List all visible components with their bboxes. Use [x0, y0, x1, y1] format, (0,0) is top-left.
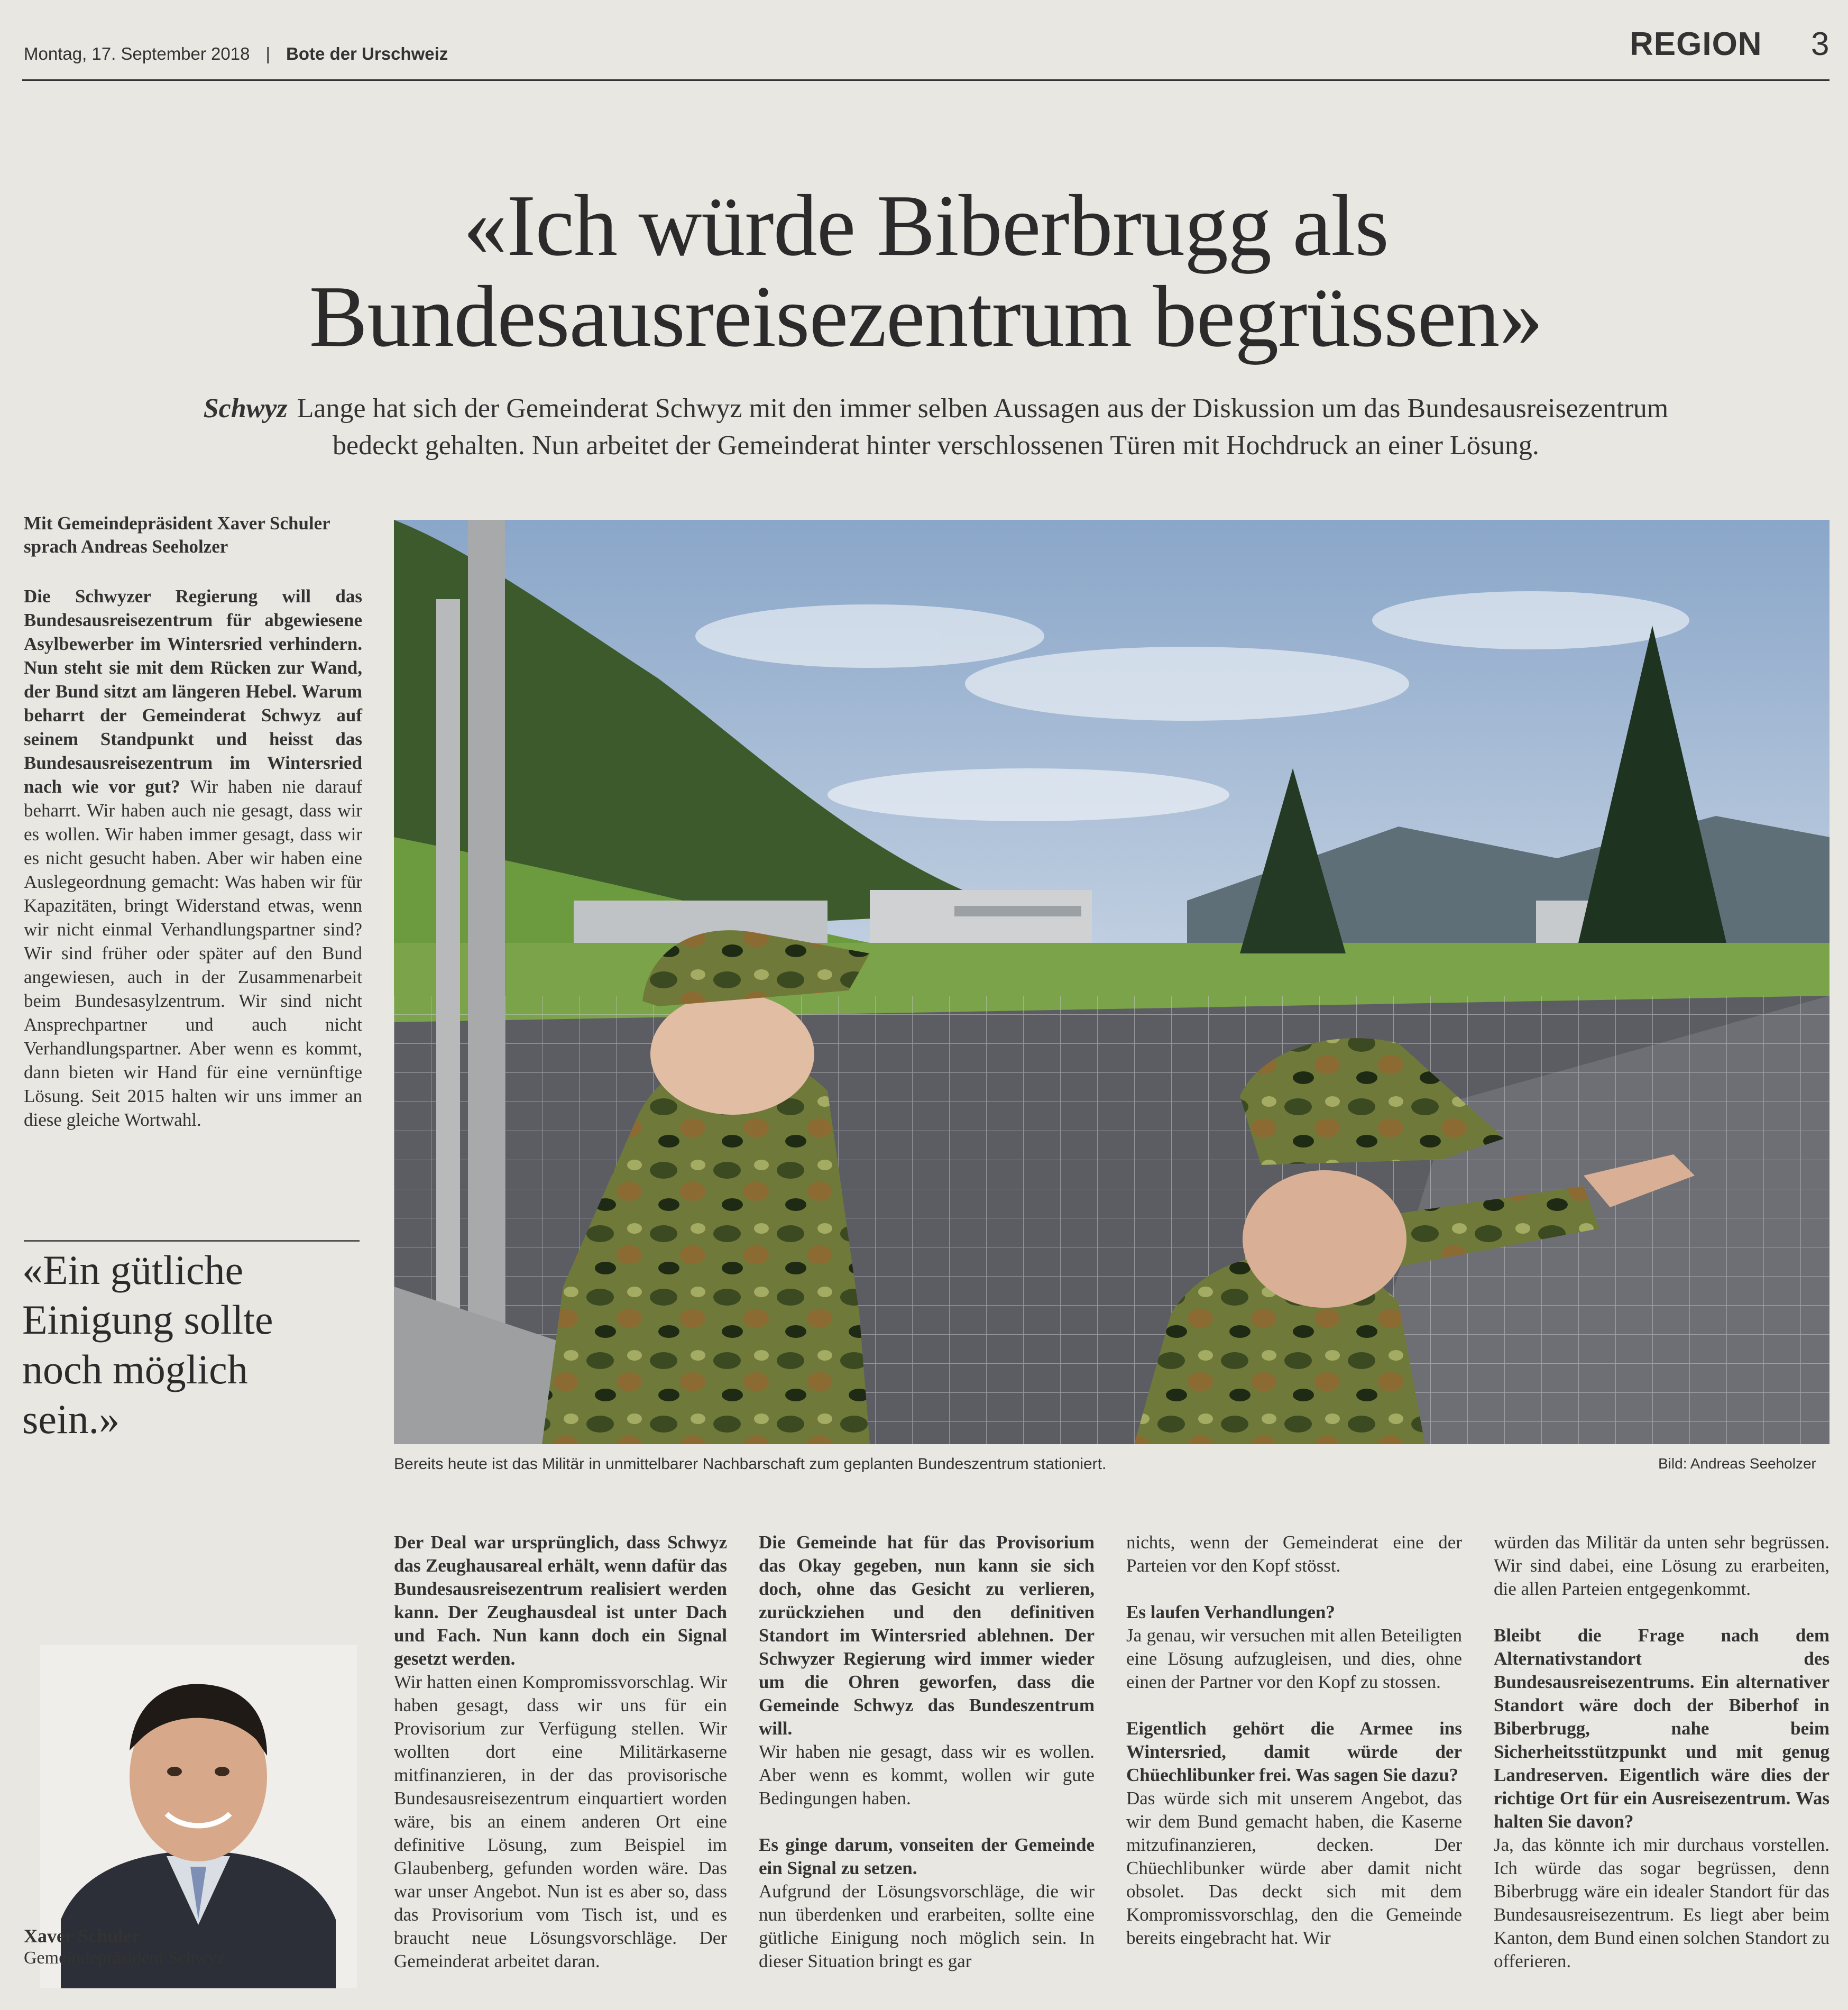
- intro-answer: Wir haben nie darauf beharrt. Wir haben auch nie gesagt, dass wir es wollen. Wir haben immer gesagt, dass wir es nicht gesucht haben. Aber wir haben eine Auslegeordnung gemacht: Was haben wir für Kapazitäten, bringt Widerstand etwas, wenn wir nicht einmal Verhandlungspartner sind? Wir sind früher oder später auf den Bund angewiesen, auch in der Zusammenarbeit beim Bundesasylzentrum. Wir sind nicht Ansprechpartner und auch nicht Verhandlungspartner. Aber wenn es kommt, dann bieten wir Hand für eine vernünftige Lösung. Seit 2015 halten wir uns immer an diese gleiche Wortwahl.: [24, 776, 362, 1130]
- question: Es ginge darum, vonseiten der Gemeinde ein Signal zu setzen.: [759, 1834, 1095, 1878]
- question: Eigentlich gehört die Armee ins Wintersried, damit würde der Chüechlibunker frei. Was sagen Sie dazu?: [1126, 1718, 1462, 1785]
- question: Bleibt die Frage nach dem Alternativstandort des Bundesausreisezentrums. Ein alternativer Standort wäre doch der Biberhof in Biberbrugg, nahe beim Sicherheitsstützpunkt und mit genug Landreserven. Eigentlich wäre dies der richtige Ort für ein Ausreisezentrum. Was halten Sie davon?: [1494, 1625, 1829, 1832]
- pullquote-line-1: «Ein gütliche: [22, 1247, 244, 1293]
- headline: [22, 177, 1829, 365]
- lead-line-1: Lange hat sich der Gemeinderat Schwyz mit den immer selben Aussagen aus der Diskussion um das Bundesausreisezentrum: [297, 393, 1669, 424]
- article-column-2: [759, 1531, 1095, 1996]
- question: Die Gemeinde hat für das Provisorium das Okay gegeben, nun kann sie sich doch, ohne das Gesicht zu verlieren, zurückziehen und den definitiven Standort im Wintersried ablehnen. Der Schwyzer Regierung wird immer wieder um die Ohren geworfen, dass die Gemeinde Schwyz das Bundeszentrum will.: [759, 1532, 1095, 1739]
- question: Der Deal war ursprünglich, dass Schwyz das Zeughausareal erhält, wenn dafür das Bundesausreisezentrum realisiert werden kann. Der Zeughausdeal ist unter Dach und Fach. Nun kann doch ein Signal gesetzt werden.: [394, 1532, 727, 1669]
- photo-credit: Bild: Andreas Seeholzer: [1658, 1455, 1816, 1472]
- page-number: 3: [1811, 26, 1829, 62]
- answer: Wir haben nie gesagt, dass wir es wollen. Aber wenn es kommt, wollen wir gute Bedingungen haben.: [759, 1741, 1095, 1809]
- byline: Mit Gemeindepräsident Xaver Schuler sprach Andreas Seeholzer: [24, 513, 330, 557]
- answer: würden das Militär da unten sehr begrüssen. Wir sind dabei, eine Lösung zu erarbeiten, die allen Parteien entgegenkommt.: [1494, 1532, 1829, 1599]
- question: Es laufen Verhandlungen?: [1126, 1602, 1335, 1622]
- issue-date: Montag, 17. September 2018: [24, 44, 250, 63]
- intro-text: [24, 584, 362, 1132]
- photo-caption: Bereits heute ist das Militär in unmittelbarer Nachbarschaft zum geplanten Bundeszentrum stationiert.: [394, 1455, 1107, 1473]
- header-rule: [22, 79, 1829, 81]
- lead-paragraph: [63, 390, 1808, 464]
- answer: Wir hatten einen Kompromissvorschlag. Wir haben gesagt, dass wir uns für ein Provisorium zur Verfügung stellen. Wir wollten dort eine Militärkaserne mitfinanzieren, in der das provisorische Bundesausreisezentrum einquartiert worden wäre, bis an einem anderen Ort eine definitive Lösung, zum Beispiel im Glaubenberg, gefunden worden wäre. Das war unser Angebot. Nun ist es aber so, dass das Provisorium vom Tisch ist, und es braucht neue Lösungsvorschläge. Der Gemeinderat arbeitet daran.: [394, 1672, 727, 1971]
- headline-line-2: Bundesausreisezentrum begrüssen»: [309, 268, 1543, 365]
- article-column-4: [1494, 1531, 1829, 1996]
- intro-question: Die Schwyzer Regierung will das Bundesausreisezentrum für abgewiesene Asylbewerber im Wintersried verhindern. Nun steht sie mit dem Rücken zur Wand, der Bund sitzt am längeren Hebel. Warum beharrt der Gemeinderat Schwyz auf seinem Standpunkt und heisst das Bundesausreisezentrum im Wintersried nach wie vor gut?: [24, 586, 362, 797]
- main-photo: [394, 520, 1829, 1444]
- answer: Das würde sich mit unserem Angebot, das wir dem Bund gemacht haben, die Kaserne mitzufinanzieren, decken. Der Chüechlibunker würde aber damit nicht obsolet. Das deckt sich mit dem Kompromissvorschlag, den die Gemeinde bereits eingebracht hat. Wir: [1126, 1788, 1462, 1948]
- lead-line-2: bedeckt gehalten. Nun arbeitet der Gemeinderat hinter verschlossenen Türen mit Hochdruck an einer Lösung.: [333, 430, 1539, 461]
- article-column-3: [1126, 1531, 1462, 1973]
- newspaper-name: Bote der Urschweiz: [286, 44, 448, 63]
- page-header-left: [24, 44, 448, 64]
- photo-soldiers-fence: [394, 520, 1829, 1444]
- portrait-role: Gemeindepräsident Schwyz: [24, 1948, 225, 1968]
- header-separator: |: [265, 44, 271, 63]
- answer: Ja genau, wir versuchen mit allen Beteiligten eine Lösung aufzugleisen, und dies, ohne einen der Partner vor den Kopf zu stossen.: [1126, 1625, 1462, 1692]
- pullquote: [22, 1245, 355, 1444]
- article-column-1: [394, 1531, 727, 1996]
- answer: Aufgrund der Lösungsvorschläge, die wir nun überdenken und erarbeiten, sollte eine gütliche Einigung noch möglich sein. In dieser Situation bringt es gar: [759, 1881, 1095, 1971]
- answer: nichts, wenn der Gemeinderat eine der Parteien vor den Kopf stösst.: [1126, 1532, 1462, 1576]
- pullquote-line-3: noch möglich: [22, 1346, 248, 1392]
- section-label: REGION: [1630, 26, 1762, 62]
- headline-line-1: «Ich würde Biberbrugg als: [463, 177, 1389, 274]
- pullquote-line-2: Einigung sollte: [22, 1297, 273, 1343]
- pullquote-rule: [24, 1240, 360, 1242]
- answer: Ja, das könnte ich mir durchaus vorstellen. Ich würde das sogar begrüssen, denn Biberbrugg wäre ein idealer Standort für das Bundesausreisezentrum. Es liegt aber beim Kanton, dem Bund einen solchen Standort zu offerieren.: [1494, 1834, 1829, 1971]
- pullquote-line-4: sein.»: [22, 1396, 120, 1442]
- lead-place: Schwyz: [203, 393, 288, 424]
- portrait-name: Xaver Schuler: [24, 1925, 141, 1947]
